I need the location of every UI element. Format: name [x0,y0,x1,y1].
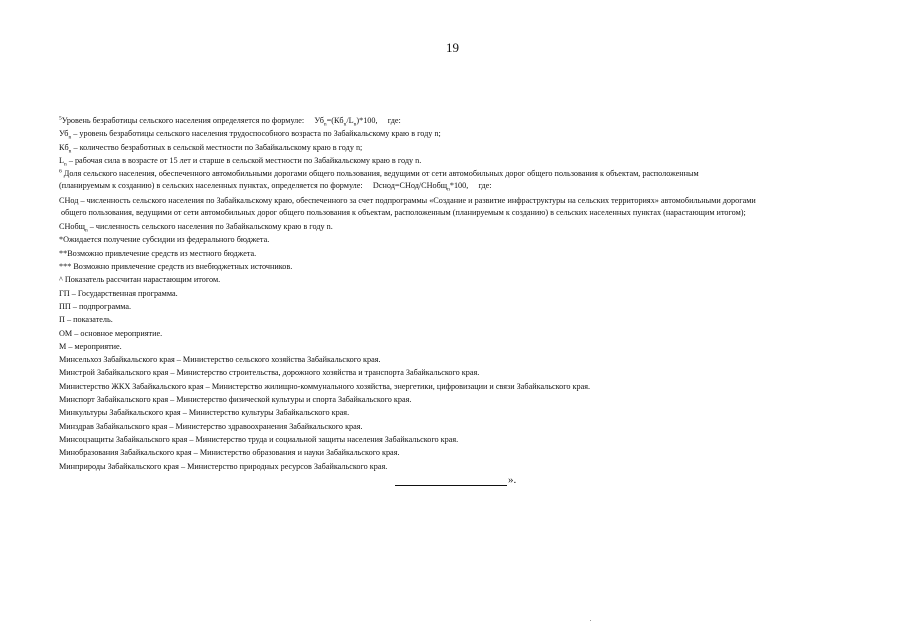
abbreviation-line: Минобразования Забайкальского края – Министерство образования и науки Забайкальского края. [59,448,400,458]
definition-line [59,155,891,167]
footnote-5-formula [59,115,891,127]
page-number: 19 [446,40,459,55]
abbreviation-line: ПП – подпрограмма. [59,301,132,311]
formula-part: *100, [449,181,469,191]
note-line: ^ Показатель рассчитан нарастающим итогом. [59,275,221,285]
snod-definition-line-2 [59,207,891,219]
definition-subscript: n [84,227,88,234]
definition-subscript: n [68,134,72,141]
abbreviation-line: Минспорт Забайкальского края – Министерство физической культуры и спорта Забайкальского края. [59,395,412,405]
snobsh-definition [59,221,891,233]
scan-speck [590,620,591,621]
definition-text: – количество безработных в сельской местности по Забайкальскому краю в году n; [73,142,363,152]
formula-part: /L [346,116,354,125]
abbreviation-line: М – мероприятие. [59,341,122,351]
abbreviation-line: Минстрой Забайкальского края – Министерство строительства, дорожного хозяйства и транспорта Забайкальского края. [59,368,480,378]
abbreviation-line: Министерство ЖКХ Забайкальского края – Министерство жилищно-коммунального хозяйства, энергетики, цифровизации и связи Забайкальского края. [59,381,591,391]
definition-text: – рабочая сила в возрасте от 15 лет и старше в сельской местности по Забайкальскому краю в году n. [68,155,422,165]
formula-where: где: [478,181,492,191]
footnote-6-line-1 [59,168,891,180]
closing-quote: ». [508,474,517,486]
definition-text: – уровень безработицы сельского населения трудоспособного возраста по Забайкальскому краю в году n; [73,129,441,139]
abbreviation-line: Минкультуры Забайкальского края – Министерство культуры Забайкальского края. [59,408,350,418]
definition-text: – численность сельского населения по Забайкальскому краю в году n. [89,222,333,232]
footnote-6-line-2 [59,180,891,192]
formula-subscript: n [353,121,357,128]
definition-line [59,142,891,154]
definition-symbol: СНобщ [59,222,85,232]
definition-symbol: Уб [59,129,69,139]
abbreviation-line: Минсоцзащиты Забайкальского края – Министерство труда и социальной защиты населения Забайкальского края. [59,434,459,444]
formula-part: Dснод=СНод/СНобщ [372,181,448,191]
definition-subscript: n [64,161,67,168]
formula-where: где: [387,116,401,125]
footnote-text: (планируемым к созданию) в сельских населенных пунктах, определяется по формуле: [59,181,363,191]
definition-symbol: Кб [59,142,69,152]
formula-part: )*100, [356,116,378,125]
abbreviation-line: ГП – Государственная программа. [59,288,178,298]
footnote-text: Доля сельского населения, обеспеченного автомобильными дорогами общего пользования, ведущими от сети автомобильных дорог общего пользования к объектам, расположенным [63,169,699,179]
definition-text: СНод – численность сельского населения по Забайкальскому краю, обеспеченного за счет подпрограммы «Создание и развитие инфраструктуры на сельских территориях» автомобильными дорогами [59,195,756,205]
formula-subscript: n [447,186,450,193]
note-line: *** Возможно привлечение средств из внебюджетных источников. [59,262,293,272]
formula-subscript: n [343,121,347,128]
definition-line [59,128,891,140]
closing-underline [395,475,507,486]
snod-definition-line-1 [59,195,891,207]
footnote-text: Уровень безработицы сельского населения определяется по формуле: [61,116,305,125]
note-line: *Ожидается получение субсидии из федерального бюджета. [59,235,270,245]
abbreviation-line: Минприроды Забайкальского края – Министерство природных ресурсов Забайкальского края. [59,461,388,471]
note-line: **Возможно привлечение средств из местного бюджета. [59,248,257,258]
definition-text: общего пользования, ведущими от сети автомобильных дорог общего пользования к объектам, расположенным (планируемым к созданию) в сельских населенных пунктах (нарастающим итогом); [61,207,746,217]
footnote-mark: 5 [59,115,62,122]
formula-subscript: n [323,121,327,128]
footnotes-block [59,115,891,474]
abbreviation-line: П – показатель. [59,315,113,325]
abbreviation-line: ОМ – основное мероприятие. [59,328,163,338]
abbreviation-line: Минсельхоз Забайкальского края – Министерство сельского хозяйства Забайкальского края. [59,355,381,365]
abbreviation-line: Минздрав Забайкальского края – Министерство здравоохранения Забайкальского края. [59,421,363,431]
definition-subscript: n [68,148,72,155]
definition-symbol: L [59,155,65,165]
closing-mark [395,474,516,486]
footnote-mark: 6 [59,168,62,175]
formula-part: =(Кб [326,116,344,125]
formula-part: Уб [314,116,324,125]
